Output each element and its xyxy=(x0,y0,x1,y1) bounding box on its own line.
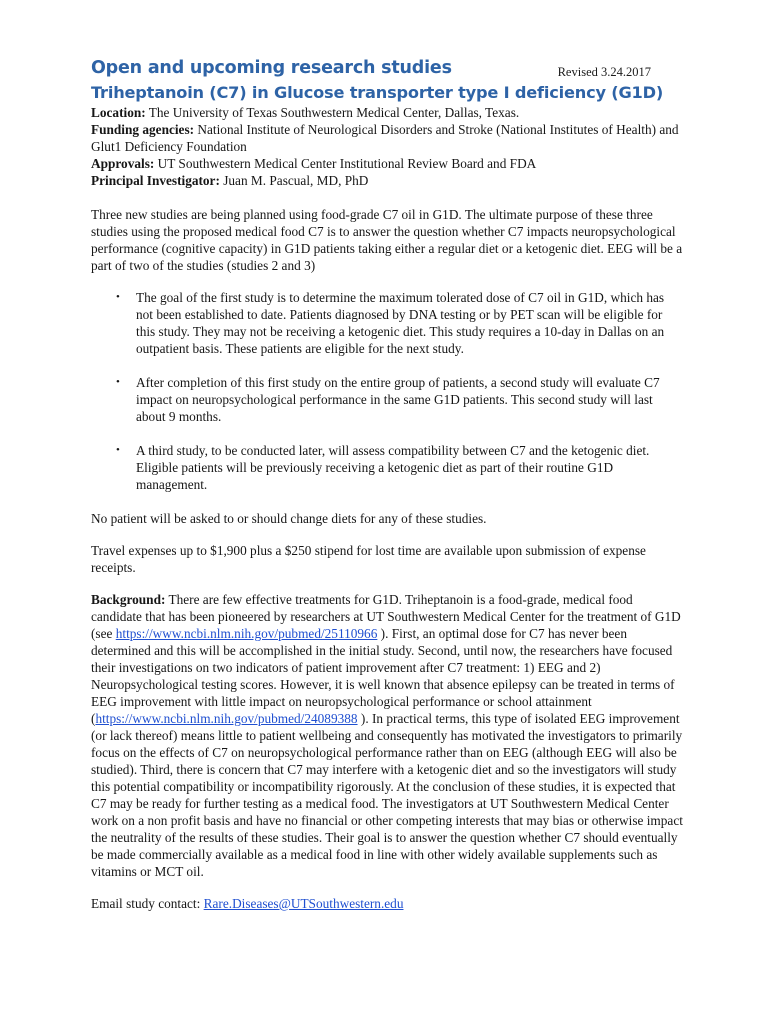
bullet-icon: • xyxy=(116,444,120,456)
intro-paragraph: Three new studies are being planned using food-grade C7 oil in G1D. The ultimate purpose of these three studies using the proposed medical food C7 is to answer the question whether C7 impacts neuropsychological performance (cognitive capacity) in G1D patients taking either a regular diet or a ketogenic diet. EEG will be a part of two of the studies (studies 2 and 3) xyxy=(91,207,683,273)
location-label: Location: xyxy=(91,105,146,120)
revised-date: Revised 3.24.2017 xyxy=(557,65,651,79)
funding-label: Funding agencies: xyxy=(91,122,195,137)
list-item xyxy=(91,289,683,357)
approvals-label: Approvals: xyxy=(91,156,155,171)
document-body xyxy=(91,58,683,927)
approvals-value: UT Southwestern Medical Center Institutional Review Board and FDA xyxy=(154,156,537,171)
study-meta xyxy=(91,104,683,189)
funding-line xyxy=(91,121,683,155)
list-item-text: A third study, to be conducted later, will assess compatibility between C7 and the ketogenic diet. Eligible patients will be previously receiving a ketogenic diet as part of their routine G1D management. xyxy=(136,443,650,492)
email-link[interactable]: Rare.Diseases@UTSouthwestern.edu xyxy=(203,896,404,911)
location-value: The University of Texas Southwestern Medical Center, Dallas, Texas. xyxy=(145,105,520,120)
approvals-line xyxy=(91,155,683,172)
bullet-icon: • xyxy=(116,376,120,388)
pubmed-link-1[interactable]: https://www.ncbi.nlm.nih.gov/pubmed/25110966 xyxy=(115,626,378,641)
background-text-2: ). First, an optimal dose for C7 has never been determined and this will be accomplished in the initial study. Second, until now, the researchers have focused their investigations on two indicators of patient improvement after C7 treatment: 1) EEG and 2) Neuropsychological testing scores. However, it is well known that absence epilepsy can be treated in terms of EEG improvement with little impact on neuropsychological performance or school attainment ( xyxy=(91,626,675,726)
page-subtitle: Triheptanoin (C7) in Glucose transporter type I deficiency (G1D) xyxy=(91,83,664,102)
list-item-text: After completion of this first study on the entire group of patients, a second study will evaluate C7 impact on neuropsychological performance in the same G1D patients. This second study will last about 9 months. xyxy=(136,375,660,424)
background-label: Background: xyxy=(91,592,166,607)
diet-note: No patient will be asked to or should change diets for any of these studies. xyxy=(91,511,487,526)
bullet-icon: • xyxy=(116,291,120,303)
funding-value: National Institute of Neurological Disorders and Stroke (National Institutes of Health) and Glut1 Deficiency Foundation xyxy=(91,122,679,154)
contact-label: Email study contact: xyxy=(91,896,204,911)
pi-value: Juan M. Pascual, MD, PhD xyxy=(219,173,369,188)
background-paragraph xyxy=(91,591,683,880)
list-item-text: The goal of the first study is to determine the maximum tolerated dose of C7 oil in G1D, which has not been established to date. Patients diagnosed by DNA testing or by PET scan will be eligible for this study. They may not be receiving a ketogenic diet. This study requires a 10-day in Dallas on an outpatient basis. These patients are eligible for the next study. xyxy=(136,290,665,356)
location-line xyxy=(91,104,683,121)
contact-line xyxy=(91,895,683,912)
title-row xyxy=(91,58,683,82)
pubmed-link-2[interactable]: https://www.ncbi.nlm.nih.gov/pubmed/24089388 xyxy=(95,711,358,726)
background-text-1: There are few effective treatments for G1D. Triheptanoin is a food-grade, medical food candidate that has been pioneered by researchers at UT Southwestern Medical Center for the treatment of G1D (see xyxy=(91,592,681,641)
list-item xyxy=(91,442,683,493)
study-list xyxy=(91,289,683,493)
background-text-3: ). In practical terms, this type of isolated EEG improvement (or lack thereof) means little to patient wellbeing and consequently has motivated the investigators to primarily focus on the effects of C7 on neuropsychological performance rather than on EEG (although EEG will also be studied). Third, there is concern that C7 may interfere with a ketogenic diet and so the investigators will study this potential compatibility or incompatibility rigorously. At the conclusion of these studies, it is expected that C7 may be ready for further testing as a medical food. The investigators at UT Southwestern Medical Center work on a non profit basis and have no financial or other competing interests that may bias or otherwise impact the neutrality of the results of these studies. Their goal is to answer the question whether C7 should eventually be made commercially available as a medical food in line with other widely available supplements such as vitamins or MCT oil. xyxy=(91,711,683,879)
pi-label: Principal Investigator: xyxy=(91,173,220,188)
page-title: Open and upcoming research studies xyxy=(91,58,452,78)
spacer xyxy=(91,189,683,206)
list-item xyxy=(91,374,683,425)
pi-line xyxy=(91,172,683,189)
travel-note: Travel expenses up to $1,900 plus a $250 stipend for lost time are available upon submission of expense receipts. xyxy=(91,543,646,575)
